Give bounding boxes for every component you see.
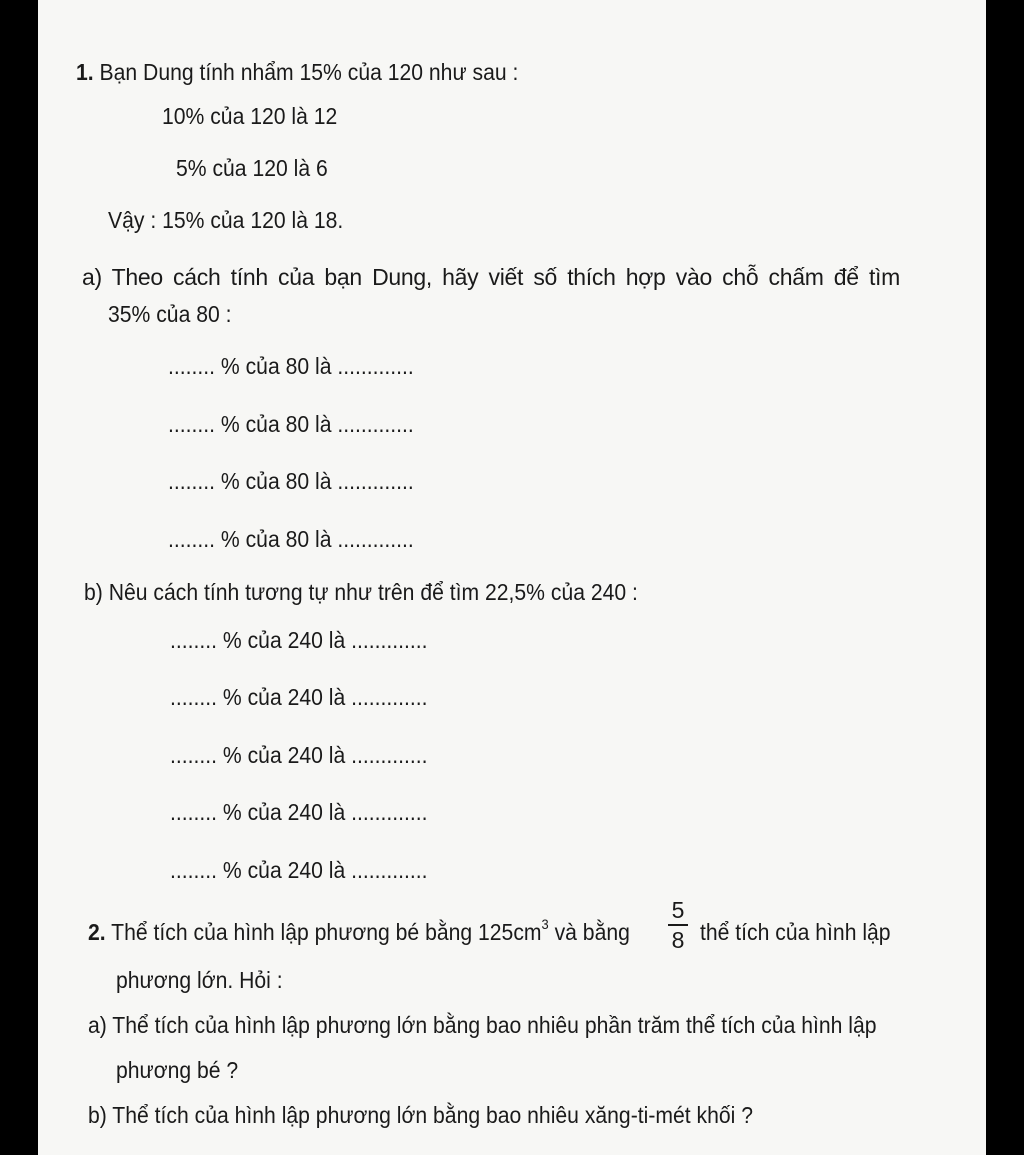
problem2-line2: phương lớn. Hỏi : xyxy=(116,967,283,993)
fraction-numerator: 5 xyxy=(671,897,685,923)
fill-blank-line: ........ % của 240 là ............. xyxy=(170,857,428,883)
fill-blank-line: ........ % của 80 là ............. xyxy=(168,411,414,437)
part-a-line1: a) Theo cách tính của bạn Dung, hãy viết số thích hợp vào chỗ chấm để tìm xyxy=(82,264,900,290)
fill-blank-line: ........ % của 80 là ............. xyxy=(168,353,414,379)
problem2-line1-left xyxy=(88,918,630,946)
problem2-number: 2. xyxy=(88,919,106,945)
part-a-line2: 35% của 80 : xyxy=(108,301,232,327)
problem2-part-b: b) Thể tích của hình lập phương lớn bằng bao nhiêu xăng-ti-mét khối ? xyxy=(88,1102,754,1128)
problem2-part-a-line1: a) Thể tích của hình lập phương lớn bằng bao nhiêu phần trăm thể tích của hình lập xyxy=(88,1012,877,1038)
problem2-text-mid: và bằng xyxy=(554,919,630,945)
fill-blank-line: ........ % của 240 là ............. xyxy=(170,742,428,768)
problem1-step: 10% của 120 là 12 xyxy=(162,103,338,129)
fill-blank-line: ........ % của 240 là ............. xyxy=(170,799,428,825)
cubic-exponent: 3 xyxy=(541,916,549,932)
problem1-step: 5% của 120 là 6 xyxy=(176,155,328,181)
fraction-five-eighths xyxy=(668,898,688,952)
document-page xyxy=(38,0,986,1155)
part-b-line1: b) Nêu cách tính tương tự như trên để tìm 22,5% của 240 : xyxy=(84,579,638,605)
fraction-denominator: 8 xyxy=(671,927,685,953)
problem1-conclusion: Vậy : 15% của 120 là 18. xyxy=(108,207,344,233)
fill-blank-line: ........ % của 80 là ............. xyxy=(168,468,414,494)
fill-blank-line: ........ % của 240 là ............. xyxy=(170,627,428,653)
fill-blank-line: ........ % của 80 là ............. xyxy=(168,526,414,552)
problem1-intro xyxy=(76,58,518,86)
fraction-bar xyxy=(668,924,688,926)
problem2-line1-right: thể tích của hình lập xyxy=(700,919,891,945)
problem1-intro-text: Bạn Dung tính nhẩm 15% của 120 như sau : xyxy=(99,59,519,85)
problem1-number: 1. xyxy=(76,59,94,85)
problem2-part-a-line2: phương bé ? xyxy=(116,1057,239,1083)
fill-blank-line: ........ % của 240 là ............. xyxy=(170,684,428,710)
problem2-text: Thể tích của hình lập phương bé bằng 125cm xyxy=(111,919,542,945)
